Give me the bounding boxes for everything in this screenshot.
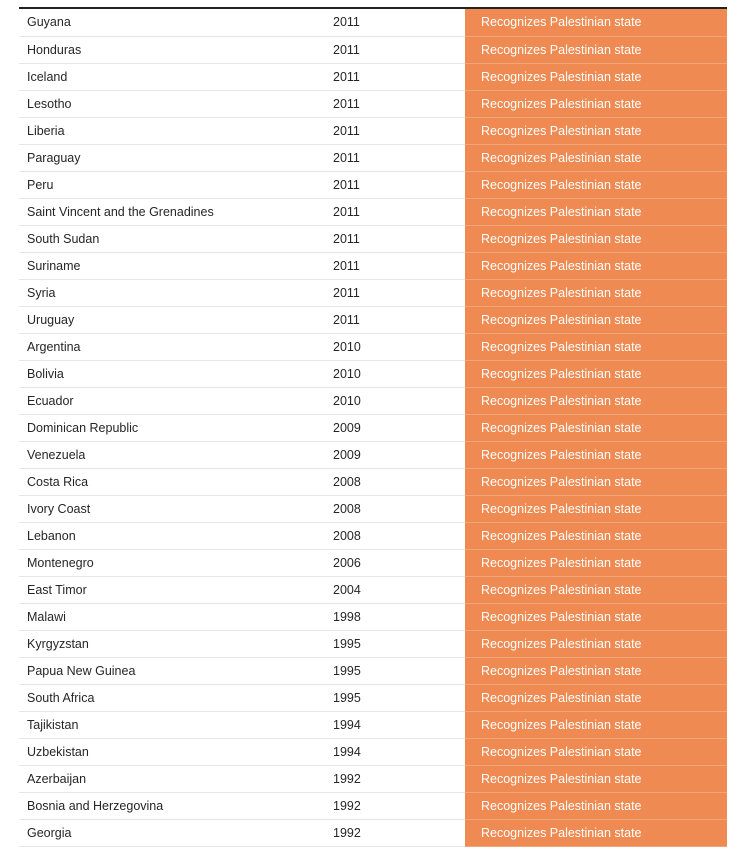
table-row <box>19 468 727 495</box>
country-cell: Saint Vincent and the Grenadines <box>19 198 326 225</box>
country-cell: Bosnia and Herzegovina <box>19 792 326 819</box>
year-cell: 2011 <box>326 90 465 117</box>
status-cell: Recognizes Palestinian state <box>465 387 727 414</box>
year-cell: 2006 <box>326 549 465 576</box>
status-cell: Recognizes Palestinian state <box>465 279 727 306</box>
country-cell: South Africa <box>19 684 326 711</box>
country-cell: Liberia <box>19 117 326 144</box>
year-cell: 1995 <box>326 684 465 711</box>
table-row <box>19 576 727 603</box>
status-cell: Recognizes Palestinian state <box>465 63 727 90</box>
status-cell: Recognizes Palestinian state <box>465 9 727 36</box>
table-row <box>19 603 727 630</box>
status-cell: Recognizes Palestinian state <box>465 144 727 171</box>
status-cell: Recognizes Palestinian state <box>465 306 727 333</box>
country-cell: Uruguay <box>19 306 326 333</box>
year-cell: 2011 <box>326 117 465 144</box>
table-row <box>19 117 727 144</box>
table-row <box>19 441 727 468</box>
country-cell: Ecuador <box>19 387 326 414</box>
table-row <box>19 90 727 117</box>
year-cell: 1994 <box>326 711 465 738</box>
status-cell: Recognizes Palestinian state <box>465 495 727 522</box>
country-cell: Honduras <box>19 36 326 63</box>
status-cell: Recognizes Palestinian state <box>465 117 727 144</box>
country-cell: East Timor <box>19 576 326 603</box>
year-cell: 1994 <box>326 738 465 765</box>
table-row <box>19 279 727 306</box>
table-row <box>19 684 727 711</box>
country-cell: Lebanon <box>19 522 326 549</box>
country-cell: Papua New Guinea <box>19 657 326 684</box>
year-cell: 2011 <box>326 279 465 306</box>
table-row <box>19 630 727 657</box>
country-cell: Ivory Coast <box>19 495 326 522</box>
country-cell: South Sudan <box>19 225 326 252</box>
country-cell: Malawi <box>19 603 326 630</box>
status-cell: Recognizes Palestinian state <box>465 252 727 279</box>
year-cell: 2009 <box>326 414 465 441</box>
year-cell: 2011 <box>326 225 465 252</box>
recognition-table <box>19 7 727 847</box>
year-cell: 2004 <box>326 576 465 603</box>
table-row <box>19 738 727 765</box>
year-cell: 2009 <box>326 441 465 468</box>
status-cell: Recognizes Palestinian state <box>465 225 727 252</box>
year-cell: 1995 <box>326 630 465 657</box>
status-cell: Recognizes Palestinian state <box>465 657 727 684</box>
status-cell: Recognizes Palestinian state <box>465 684 727 711</box>
table-row <box>19 414 727 441</box>
status-cell: Recognizes Palestinian state <box>465 333 727 360</box>
status-cell: Recognizes Palestinian state <box>465 765 727 792</box>
table-row <box>19 657 727 684</box>
country-cell: Iceland <box>19 63 326 90</box>
status-cell: Recognizes Palestinian state <box>465 414 727 441</box>
country-cell: Guyana <box>19 9 326 36</box>
status-cell: Recognizes Palestinian state <box>465 441 727 468</box>
table-body <box>19 9 727 846</box>
table-row <box>19 252 727 279</box>
table-row <box>19 792 727 819</box>
country-cell: Lesotho <box>19 90 326 117</box>
status-cell: Recognizes Palestinian state <box>465 522 727 549</box>
table-row <box>19 144 727 171</box>
table-row <box>19 225 727 252</box>
year-cell: 1992 <box>326 765 465 792</box>
country-cell: Syria <box>19 279 326 306</box>
year-cell: 2011 <box>326 63 465 90</box>
year-cell: 2011 <box>326 36 465 63</box>
year-cell: 2011 <box>326 144 465 171</box>
country-cell: Georgia <box>19 819 326 846</box>
year-cell: 2008 <box>326 522 465 549</box>
table-row <box>19 198 727 225</box>
country-cell: Argentina <box>19 333 326 360</box>
status-cell: Recognizes Palestinian state <box>465 738 727 765</box>
status-cell: Recognizes Palestinian state <box>465 576 727 603</box>
year-cell: 2011 <box>326 252 465 279</box>
status-cell: Recognizes Palestinian state <box>465 819 727 846</box>
country-cell: Tajikistan <box>19 711 326 738</box>
status-cell: Recognizes Palestinian state <box>465 36 727 63</box>
year-cell: 1995 <box>326 657 465 684</box>
year-cell: 2011 <box>326 306 465 333</box>
year-cell: 2010 <box>326 333 465 360</box>
status-cell: Recognizes Palestinian state <box>465 549 727 576</box>
country-cell: Montenegro <box>19 549 326 576</box>
year-cell: 2008 <box>326 495 465 522</box>
country-cell: Dominican Republic <box>19 414 326 441</box>
year-cell: 2010 <box>326 387 465 414</box>
table-row <box>19 360 727 387</box>
table-row <box>19 711 727 738</box>
year-cell: 2011 <box>326 9 465 36</box>
country-cell: Uzbekistan <box>19 738 326 765</box>
status-cell: Recognizes Palestinian state <box>465 630 727 657</box>
status-cell: Recognizes Palestinian state <box>465 792 727 819</box>
table-row <box>19 387 727 414</box>
status-cell: Recognizes Palestinian state <box>465 198 727 225</box>
country-cell: Azerbaijan <box>19 765 326 792</box>
year-cell: 1992 <box>326 819 465 846</box>
recognition-table-grid <box>19 9 727 847</box>
country-cell: Paraguay <box>19 144 326 171</box>
country-cell: Peru <box>19 171 326 198</box>
table-row <box>19 765 727 792</box>
year-cell: 2011 <box>326 198 465 225</box>
table-row <box>19 522 727 549</box>
table-row <box>19 549 727 576</box>
country-cell: Kyrgyzstan <box>19 630 326 657</box>
year-cell: 2010 <box>326 360 465 387</box>
status-cell: Recognizes Palestinian state <box>465 603 727 630</box>
country-cell: Suriname <box>19 252 326 279</box>
table-row <box>19 36 727 63</box>
country-cell: Venezuela <box>19 441 326 468</box>
country-cell: Costa Rica <box>19 468 326 495</box>
year-cell: 1998 <box>326 603 465 630</box>
table-row <box>19 495 727 522</box>
year-cell: 2008 <box>326 468 465 495</box>
table-row <box>19 9 727 36</box>
status-cell: Recognizes Palestinian state <box>465 90 727 117</box>
country-cell: Bolivia <box>19 360 326 387</box>
status-cell: Recognizes Palestinian state <box>465 171 727 198</box>
year-cell: 1992 <box>326 792 465 819</box>
status-cell: Recognizes Palestinian state <box>465 711 727 738</box>
table-row <box>19 333 727 360</box>
table-row <box>19 63 727 90</box>
table-row <box>19 171 727 198</box>
status-cell: Recognizes Palestinian state <box>465 468 727 495</box>
table-row <box>19 819 727 846</box>
year-cell: 2011 <box>326 171 465 198</box>
status-cell: Recognizes Palestinian state <box>465 360 727 387</box>
table-row <box>19 306 727 333</box>
